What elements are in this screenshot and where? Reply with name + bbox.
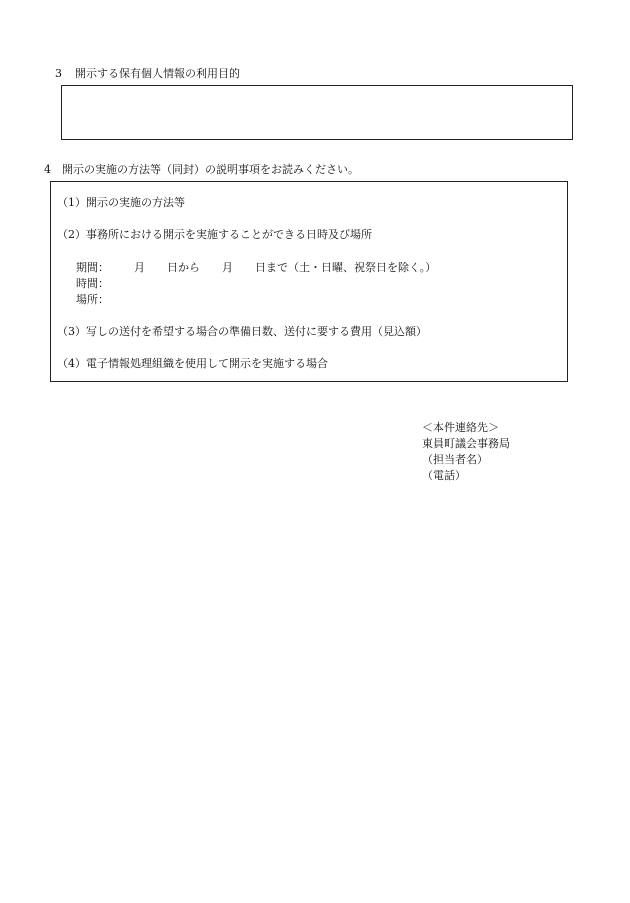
item4-electronic: （4）電子情報処理組織を使用して開示を実施する場合 <box>57 357 328 370</box>
section4-title: 開示の実施の方法等（同封）の説明事項をお読みください。 <box>62 163 359 176</box>
contact-person: （担当者名） <box>422 453 488 466</box>
period-day-from: 日から <box>167 261 200 274</box>
time-label: 時間： <box>76 277 109 290</box>
section4-box <box>50 181 568 382</box>
section3-number: 3 <box>55 67 62 80</box>
item2-datetime-place: （2）事務所における開示を実施することができる日時及び場所 <box>57 228 372 241</box>
section4-heading <box>44 161 359 177</box>
item3-copy-delivery: （3）写しの送付を希望する場合の準備日数、送付に要する費用（見込額） <box>57 325 427 338</box>
period-month1: 月 <box>134 261 145 274</box>
section3-title: 開示する保有個人情報の利用目的 <box>75 67 240 80</box>
period-day-to: 日まで（土・日曜、祝祭日を除く。） <box>255 261 437 274</box>
section3-heading <box>55 65 240 81</box>
contact-office: 東員町議会事務局 <box>422 437 510 450</box>
period-row <box>76 259 436 275</box>
period-month2: 月 <box>222 261 233 274</box>
contact-phone: （電話） <box>422 469 466 482</box>
contact-heading: ＜本件連絡先＞ <box>422 421 499 434</box>
purpose-input-box[interactable] <box>61 85 573 140</box>
item1-method: （1）開示の実施の方法等 <box>57 196 185 209</box>
place-label: 場所： <box>76 293 109 306</box>
period-label: 期間： <box>76 261 109 274</box>
section4-number: 4 <box>44 163 51 176</box>
